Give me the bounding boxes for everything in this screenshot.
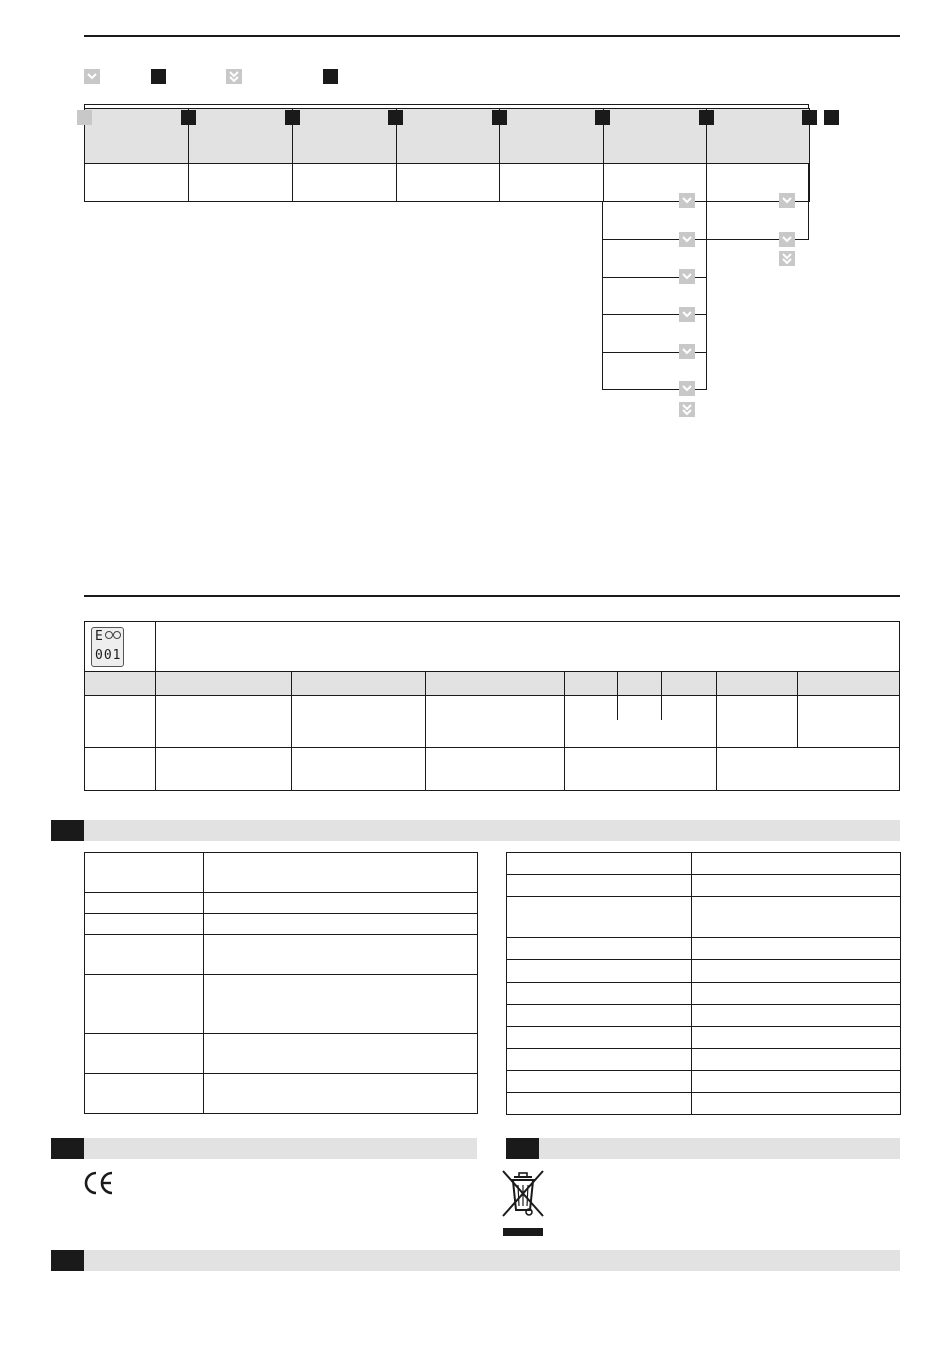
section-label-disposal bbox=[506, 1138, 539, 1159]
spec-right-label bbox=[507, 1071, 692, 1093]
section-band-conformity bbox=[84, 1138, 477, 1159]
legend-marker-2 bbox=[323, 69, 338, 84]
spec-right-label bbox=[507, 853, 692, 875]
flow-value-cell-4 bbox=[397, 164, 500, 202]
flow-header-cell-3 bbox=[293, 109, 397, 164]
marker-2 bbox=[285, 110, 300, 125]
spec-right-value bbox=[692, 1049, 901, 1071]
spec-right-value bbox=[692, 983, 901, 1005]
section-band-technical bbox=[84, 820, 900, 841]
chevron-down-icon bbox=[779, 193, 795, 208]
flow-header-cell-6 bbox=[604, 109, 707, 164]
spec-left-value bbox=[204, 935, 478, 975]
double-chevron-down-icon bbox=[779, 251, 795, 266]
spec-right-value bbox=[692, 938, 901, 960]
spec-right-value bbox=[692, 1027, 901, 1049]
spec-left-label bbox=[85, 893, 204, 914]
spec-right-value bbox=[692, 960, 901, 983]
spec-right-value bbox=[692, 853, 901, 875]
flow-header-cell-2 bbox=[189, 109, 293, 164]
spec-right-label bbox=[507, 897, 692, 938]
display-dots-icon bbox=[105, 631, 113, 639]
spec-right-value bbox=[692, 897, 901, 938]
marker-7 bbox=[802, 110, 817, 125]
double-chevron-down-icon bbox=[226, 69, 242, 84]
spec-left-label bbox=[85, 935, 204, 975]
marker-6 bbox=[699, 110, 714, 125]
spec-left-value bbox=[204, 1074, 478, 1114]
substep-col6-right bbox=[706, 201, 707, 389]
error-col-divider bbox=[617, 672, 618, 720]
flow-value-cell-3 bbox=[293, 164, 397, 202]
spec-left-label bbox=[85, 914, 204, 935]
error-col-divider bbox=[797, 672, 798, 747]
error-col-divider bbox=[661, 672, 662, 720]
marker-5 bbox=[595, 110, 610, 125]
chevron-down-icon bbox=[679, 381, 695, 396]
display-dots-icon bbox=[113, 631, 121, 639]
error-header-row bbox=[85, 672, 899, 696]
section-rule-middle bbox=[84, 595, 900, 597]
error-icon-divider bbox=[155, 621, 156, 672]
double-chevron-down-icon bbox=[679, 402, 695, 417]
substep-col6-left bbox=[602, 201, 603, 389]
spec-table-right bbox=[506, 852, 901, 1115]
error-table-frame bbox=[84, 621, 900, 791]
flow-header-cell-7 bbox=[707, 109, 810, 164]
spec-right-label bbox=[507, 938, 692, 960]
spec-left-label bbox=[85, 975, 204, 1034]
spec-table-left bbox=[84, 852, 478, 1114]
spec-right-label bbox=[507, 960, 692, 983]
flow-value-cell-1 bbox=[85, 164, 189, 202]
chevron-down-icon bbox=[679, 269, 695, 284]
legend-marker-1 bbox=[151, 69, 166, 84]
marker-8 bbox=[824, 110, 839, 125]
error-col-divider bbox=[425, 672, 426, 790]
error-col-divider bbox=[155, 672, 156, 790]
ce-mark-icon bbox=[82, 1170, 116, 1196]
spec-left-value bbox=[204, 914, 478, 935]
section-label-final bbox=[51, 1250, 84, 1271]
marker-4 bbox=[492, 110, 507, 125]
flow-header-cell-4 bbox=[397, 109, 500, 164]
spec-left-value bbox=[204, 893, 478, 914]
spec-left-label bbox=[85, 1034, 204, 1074]
section-rule-top bbox=[84, 35, 900, 37]
flow-top-line bbox=[84, 104, 809, 105]
spec-right-label bbox=[507, 875, 692, 897]
flow-header-cell-1 bbox=[85, 109, 189, 164]
chevron-down-icon bbox=[679, 344, 695, 359]
flow-value-cell-2 bbox=[189, 164, 293, 202]
spec-right-label bbox=[507, 1027, 692, 1049]
spec-right-value bbox=[692, 875, 901, 897]
error-col-divider bbox=[291, 672, 292, 790]
spec-left-label bbox=[85, 853, 204, 893]
section-label-technical bbox=[51, 820, 84, 841]
spec-right-label bbox=[507, 1093, 692, 1115]
spec-left-value bbox=[204, 853, 478, 893]
spec-right-value bbox=[692, 1071, 901, 1093]
marker-1 bbox=[181, 110, 196, 125]
error-row-1-bottom bbox=[84, 747, 900, 748]
chevron-down-icon bbox=[679, 307, 695, 322]
error-col-divider bbox=[564, 672, 565, 790]
section-band-disposal bbox=[539, 1138, 900, 1159]
spec-left-label bbox=[85, 1074, 204, 1114]
chevron-down-icon bbox=[779, 232, 795, 247]
spec-right-value bbox=[692, 1005, 901, 1027]
spec-left-value bbox=[204, 1034, 478, 1074]
marker-3 bbox=[388, 110, 403, 125]
spec-right-label bbox=[507, 1005, 692, 1027]
chevron-down-icon bbox=[679, 193, 695, 208]
section-label-conformity bbox=[51, 1138, 84, 1159]
spec-right-value bbox=[692, 1093, 901, 1115]
section-band-final bbox=[84, 1250, 900, 1271]
flow-header-cell-5 bbox=[500, 109, 604, 164]
spec-right-label bbox=[507, 1049, 692, 1071]
marker-grey bbox=[77, 110, 92, 125]
display-letter: E bbox=[95, 629, 103, 644]
spec-right-label bbox=[507, 983, 692, 1005]
chevron-down-icon bbox=[84, 69, 100, 84]
flow-value-cell-5 bbox=[500, 164, 604, 202]
error-col-divider bbox=[716, 672, 717, 790]
crossed-out-wheeled-bin-icon bbox=[500, 1168, 546, 1238]
spec-left-value bbox=[204, 975, 478, 1034]
display-code-icon bbox=[91, 627, 124, 667]
chevron-down-icon bbox=[679, 232, 695, 247]
display-code: 001 bbox=[95, 648, 122, 663]
